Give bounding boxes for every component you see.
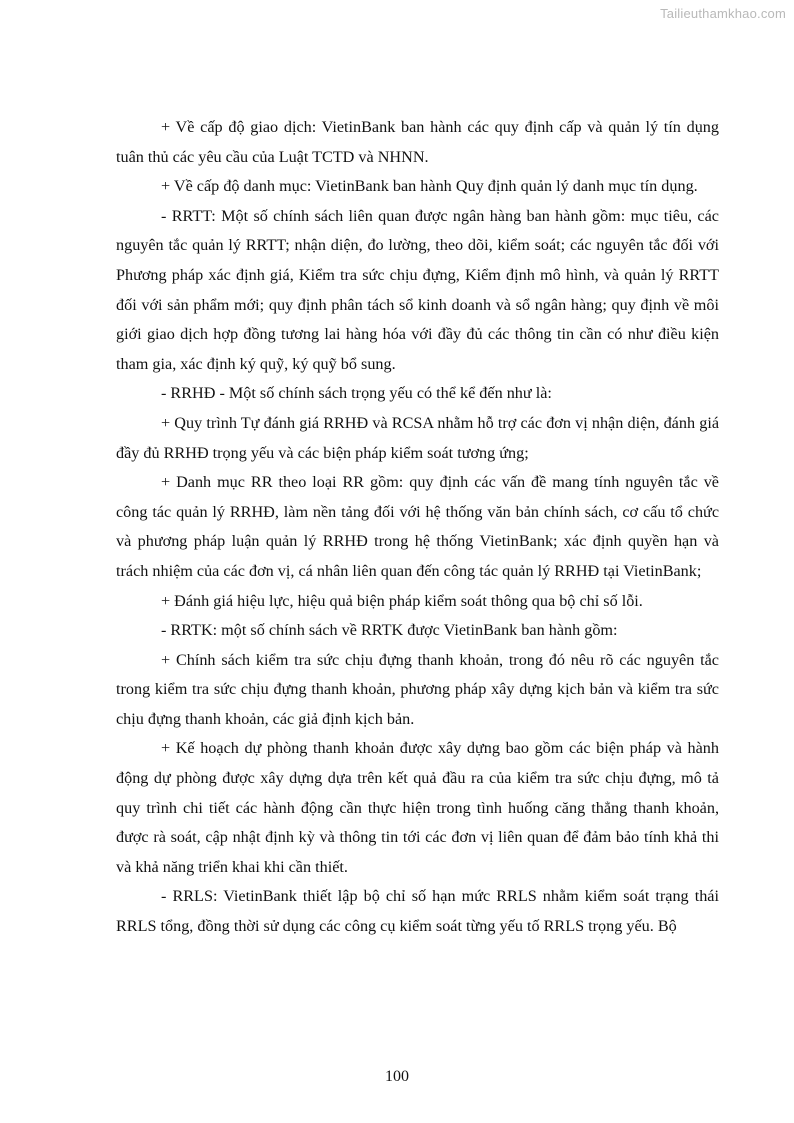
paragraph: - RRHĐ - Một số chính sách trọng yếu có thể kể đến như là:	[161, 384, 552, 403]
paragraph: - RRTK: một số chính sách về RRTK được VietinBank ban hành gồm:	[161, 621, 618, 640]
paragraph: - RRLS: VietinBank thiết lập bộ chỉ số hạn mức RRLS nhằm kiểm soát trạng thái RRLS tổng, đồng thời sử dụng các công cụ kiểm soát từng yếu tố RRLS trọng yếu. Bộ	[116, 887, 719, 936]
paragraph: + Quy trình Tự đánh giá RRHĐ và RCSA nhằm hỗ trợ các đơn vị nhận diện, đánh giá đầy đủ RRHĐ trọng yếu và các biện pháp kiểm soát tương ứng;	[116, 413, 719, 462]
paragraph: + Đánh giá hiệu lực, hiệu quả biện pháp kiểm soát thông qua bộ chỉ số lỗi.	[161, 591, 643, 610]
paragraph: + Kế hoạch dự phòng thanh khoản được xây dựng bao gồm các biện pháp và hành động dự phòng được xây dựng dựa trên kết quả đầu ra của kiểm tra sức chịu đựng, mô tả quy trình chi tiết các hành động cần thực hiện trong tình huống căng thẳng thanh khoản, được rà soát, cập nhật định kỳ và thông tin tới các đơn vị liên quan để đảm bảo tính khả thi và khả năng triển khai khi cần thiết.	[116, 739, 719, 876]
paragraph: + Về cấp độ danh mục: VietinBank ban hành Quy định quản lý danh mục tín dụng.	[161, 177, 698, 196]
document-body	[116, 113, 719, 942]
page-number: 100	[385, 1068, 409, 1085]
paragraph: + Danh mục RR theo loại RR gồm: quy định các vấn đề mang tính nguyên tắc về công tác quản lý RRHĐ, làm nền tảng đối với hệ thống văn bản chính sách, cơ cấu tổ chức và phương pháp luận quản lý RRHĐ trong hệ thống VietinBank; xác định quyền hạn và trách nhiệm của các đơn vị, cá nhân liên quan đến công tác quản lý RRHĐ tại VietinBank;	[116, 473, 719, 580]
watermark: Tailieuthamkhao.com	[660, 6, 786, 21]
paragraph: + Về cấp độ giao dịch: VietinBank ban hành các quy định cấp và quản lý tín dụng tuân thủ các yêu cầu của Luật TCTD và NHNN.	[116, 118, 719, 166]
paragraph: + Chính sách kiểm tra sức chịu đựng thanh khoản, trong đó nêu rõ các nguyên tắc trong kiểm tra sức chịu đựng thanh khoản, phương pháp xây dựng kịch bản và kiểm tra sức chịu đựng thanh khoản, các giả định kịch bản.	[116, 650, 719, 728]
paragraph: - RRTT: Một số chính sách liên quan được ngân hàng ban hành gồm: mục tiêu, các nguyên tắc quản lý RRTT; nhận diện, đo lường, theo dõi, kiểm soát; các nguyên tắc đối với Phương pháp xác định giá, Kiểm tra sức chịu đựng, Kiểm định mô hình, và quản lý RRTT đối với sản phẩm mới; quy định phân tách sổ kinh doanh và sổ ngân hàng; quy định về môi giới giao dịch hợp đồng tương lai hàng hóa với đầy đủ các thông tin cần có như điều kiện tham gia, xác định ký quỹ, ký quỹ bổ sung.	[116, 206, 719, 373]
